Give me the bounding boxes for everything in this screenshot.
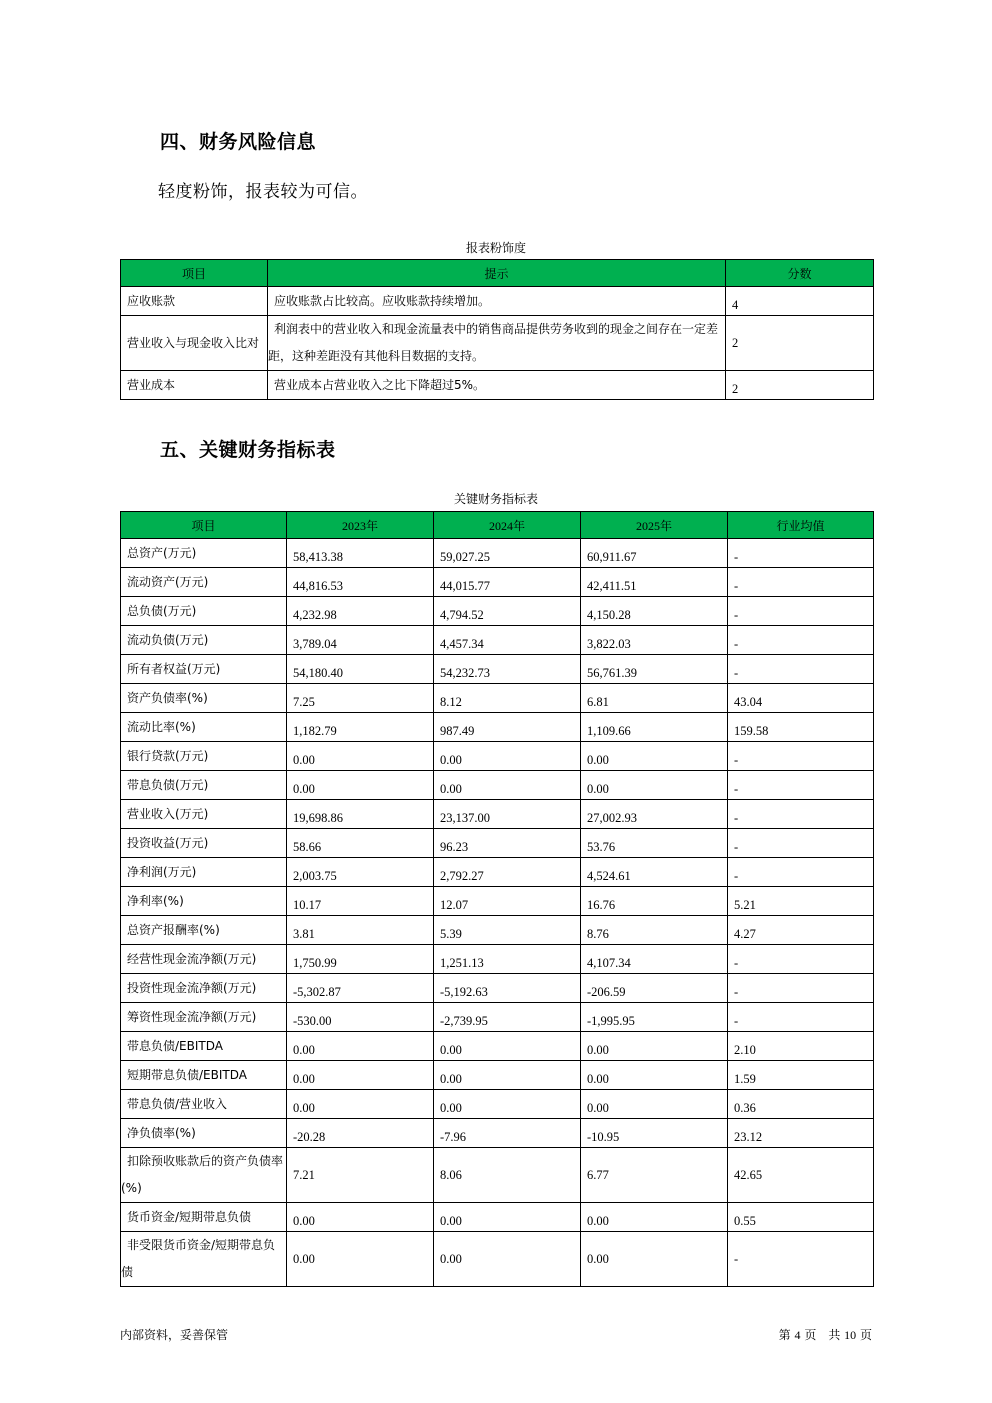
indicator-value-2024: 0.00 — [434, 742, 581, 771]
indicator-value-2023: -5,302.87 — [287, 974, 434, 1003]
risk-header-hint: 提示 — [268, 260, 726, 287]
risk-header-score: 分数 — [726, 260, 874, 287]
indicator-item: 营业收入(万元) — [121, 800, 287, 829]
indicator-row — [121, 568, 874, 597]
indicator-row — [121, 771, 874, 800]
indicator-value-2025: 6.81 — [581, 684, 728, 713]
indicator-value-industry-avg: 0.36 — [728, 1090, 874, 1119]
indicator-value-2023: 58,413.38 — [287, 539, 434, 568]
indicator-value-industry-avg: - — [728, 539, 874, 568]
indicator-row — [121, 1203, 874, 1232]
indicator-item: 流动比率(%) — [121, 713, 287, 742]
indicator-value-2023: 0.00 — [287, 1061, 434, 1090]
risk-row — [121, 371, 874, 400]
indicator-value-2025: 3,822.03 — [581, 626, 728, 655]
footer-page-info — [779, 1326, 872, 1343]
risk-item: 营业收入与现金收入比对 — [121, 316, 268, 371]
indicator-value-2024: 8.12 — [434, 684, 581, 713]
indicator-value-2025: 53.76 — [581, 829, 728, 858]
indicator-value-2024: 1,251.13 — [434, 945, 581, 974]
indicator-value-2023: 0.00 — [287, 1203, 434, 1232]
indicator-row — [121, 742, 874, 771]
indicator-value-2024: 4,457.34 — [434, 626, 581, 655]
indicator-value-2024: -2,739.95 — [434, 1003, 581, 1032]
indicator-item: 净利率(%) — [121, 887, 287, 916]
indicator-value-2023: 7.25 — [287, 684, 434, 713]
indicator-value-2025: 4,150.28 — [581, 597, 728, 626]
footer-page-current: 4 — [794, 1328, 801, 1342]
indicator-row — [121, 539, 874, 568]
indicator-value-2023: 3.81 — [287, 916, 434, 945]
indicator-value-2024: 0.00 — [434, 1032, 581, 1061]
indicator-value-2025: 4,107.34 — [581, 945, 728, 974]
risk-score: 2 — [726, 371, 874, 400]
risk-row — [121, 287, 874, 316]
indicator-value-2023: 7.21 — [287, 1148, 434, 1203]
risk-hint: 应收账款占比较高。应收账款持续增加。 — [268, 287, 726, 316]
indicator-item: 总资产报酬率(%) — [121, 916, 287, 945]
indicator-row — [121, 1232, 874, 1287]
indicator-value-2024: 0.00 — [434, 1203, 581, 1232]
indicator-header-2024: 2024年 — [434, 512, 581, 539]
indicator-value-2024: 54,232.73 — [434, 655, 581, 684]
indicator-value-2023: 4,232.98 — [287, 597, 434, 626]
indicator-value-industry-avg: 4.27 — [728, 916, 874, 945]
indicator-item: 非受限货币资金/短期带息负债 — [121, 1232, 287, 1287]
indicator-value-2025: 0.00 — [581, 1032, 728, 1061]
indicator-value-2025: 4,524.61 — [581, 858, 728, 887]
indicator-value-2023: 2,003.75 — [287, 858, 434, 887]
indicator-row — [121, 887, 874, 916]
indicator-row — [121, 1061, 874, 1090]
indicator-value-industry-avg: - — [728, 974, 874, 1003]
indicator-header-item: 项目 — [121, 512, 287, 539]
indicator-row — [121, 626, 874, 655]
indicator-row — [121, 974, 874, 1003]
indicator-value-2025: 1,109.66 — [581, 713, 728, 742]
indicator-value-2023: 1,750.99 — [287, 945, 434, 974]
indicator-item: 货币资金/短期带息负债 — [121, 1203, 287, 1232]
indicator-item: 投资性现金流净额(万元) — [121, 974, 287, 1003]
indicator-item: 短期带息负债/EBITDA — [121, 1061, 287, 1090]
indicator-header-2025: 2025年 — [581, 512, 728, 539]
indicator-value-2024: 44,015.77 — [434, 568, 581, 597]
indicator-value-2025: 0.00 — [581, 771, 728, 800]
indicator-item: 带息负债(万元) — [121, 771, 287, 800]
indicator-value-industry-avg: 5.21 — [728, 887, 874, 916]
indicator-value-industry-avg: - — [728, 1232, 874, 1287]
indicator-row — [121, 713, 874, 742]
indicator-value-2024: 8.06 — [434, 1148, 581, 1203]
indicator-item: 所有者权益(万元) — [121, 655, 287, 684]
indicator-value-2025: 6.77 — [581, 1148, 728, 1203]
section4-title: 四、财务风险信息 — [160, 131, 317, 153]
risk-score: 4 — [726, 287, 874, 316]
indicator-value-2025: 0.00 — [581, 742, 728, 771]
indicator-value-industry-avg: - — [728, 829, 874, 858]
indicator-item: 流动资产(万元) — [121, 568, 287, 597]
indicator-value-industry-avg: - — [728, 742, 874, 771]
footer-confidential: 内部资料，妥善保管 — [120, 1328, 229, 1342]
indicator-table-caption: 关键财务指标表 — [453, 492, 538, 506]
indicator-value-2024: 987.49 — [434, 713, 581, 742]
indicator-value-2024: 0.00 — [434, 771, 581, 800]
indicator-value-2024: 0.00 — [434, 1090, 581, 1119]
indicator-value-2023: -20.28 — [287, 1119, 434, 1148]
indicator-value-2025: 0.00 — [581, 1090, 728, 1119]
indicator-item: 流动负债(万元) — [121, 626, 287, 655]
indicator-value-2024: 5.39 — [434, 916, 581, 945]
indicator-item: 带息负债/EBITDA — [121, 1032, 287, 1061]
indicator-item: 总负债(万元) — [121, 597, 287, 626]
indicator-row — [121, 1090, 874, 1119]
indicator-item: 投资收益(万元) — [121, 829, 287, 858]
indicator-value-industry-avg: - — [728, 597, 874, 626]
indicator-value-2023: 0.00 — [287, 1032, 434, 1061]
indicator-value-2025: 56,761.39 — [581, 655, 728, 684]
footer-page-total: 10 — [844, 1328, 857, 1342]
section5-title: 五、关键财务指标表 — [160, 439, 336, 461]
indicator-row — [121, 1119, 874, 1148]
indicator-value-industry-avg: 42.65 — [728, 1148, 874, 1203]
indicator-row — [121, 858, 874, 887]
indicator-value-industry-avg: - — [728, 568, 874, 597]
indicator-value-industry-avg: 1.59 — [728, 1061, 874, 1090]
risk-hint: 利润表中的营业收入和现金流量表中的销售商品提供劳务收到的现金之间存在一定差距，这种差距没有其他科目数据的支持。 — [268, 316, 726, 371]
indicator-row — [121, 829, 874, 858]
indicator-value-2023: 19,698.86 — [287, 800, 434, 829]
indicator-value-2025: 60,911.67 — [581, 539, 728, 568]
indicator-table — [120, 511, 874, 1287]
risk-hint: 营业成本占营业收入之比下降超过5%。 — [268, 371, 726, 400]
indicator-item: 净利润(万元) — [121, 858, 287, 887]
indicator-value-industry-avg: - — [728, 626, 874, 655]
indicator-item: 带息负债/营业收入 — [121, 1090, 287, 1119]
indicator-value-2024: 23,137.00 — [434, 800, 581, 829]
indicator-value-2024: 12.07 — [434, 887, 581, 916]
indicator-row — [121, 597, 874, 626]
indicator-value-2023: 58.66 — [287, 829, 434, 858]
indicator-value-2023: 3,789.04 — [287, 626, 434, 655]
indicator-value-2023: 44,816.53 — [287, 568, 434, 597]
risk-table-caption: 报表粉饰度 — [465, 241, 526, 255]
indicator-value-2025: 16.76 — [581, 887, 728, 916]
indicator-row — [121, 945, 874, 974]
risk-table — [120, 259, 874, 400]
risk-row — [121, 316, 874, 371]
indicator-value-2025: -1,995.95 — [581, 1003, 728, 1032]
indicator-value-2024: 0.00 — [434, 1232, 581, 1287]
indicator-value-industry-avg: - — [728, 858, 874, 887]
indicator-item: 总资产(万元) — [121, 539, 287, 568]
indicator-value-2025: 27,002.93 — [581, 800, 728, 829]
indicator-value-2023: 1,182.79 — [287, 713, 434, 742]
indicator-row — [121, 800, 874, 829]
risk-item: 应收账款 — [121, 287, 268, 316]
indicator-value-industry-avg: 23.12 — [728, 1119, 874, 1148]
indicator-value-2023: 0.00 — [287, 1232, 434, 1287]
indicator-value-2023: 0.00 — [287, 1090, 434, 1119]
risk-score: 2 — [726, 316, 874, 371]
indicator-value-2025: 42,411.51 — [581, 568, 728, 597]
indicator-header-industry-avg: 行业均值 — [728, 512, 874, 539]
risk-header-item: 项目 — [121, 260, 268, 287]
indicator-value-2025: -10.95 — [581, 1119, 728, 1148]
indicator-value-industry-avg: 0.55 — [728, 1203, 874, 1232]
indicator-value-2023: 10.17 — [287, 887, 434, 916]
indicator-value-industry-avg: 2.10 — [728, 1032, 874, 1061]
indicator-value-2025: 0.00 — [581, 1061, 728, 1090]
indicator-value-industry-avg: - — [728, 945, 874, 974]
indicator-value-2024: -7.96 — [434, 1119, 581, 1148]
indicator-value-2024: 96.23 — [434, 829, 581, 858]
indicator-value-industry-avg: - — [728, 655, 874, 684]
indicator-item: 资产负债率(%) — [121, 684, 287, 713]
risk-item: 营业成本 — [121, 371, 268, 400]
indicator-row — [121, 1003, 874, 1032]
indicator-value-2024: 4,794.52 — [434, 597, 581, 626]
indicator-row — [121, 1148, 874, 1203]
footer-page-mid: 页 共 — [804, 1328, 841, 1342]
indicator-row — [121, 684, 874, 713]
indicator-value-industry-avg: - — [728, 800, 874, 829]
indicator-value-2025: 8.76 — [581, 916, 728, 945]
indicator-value-2023: -530.00 — [287, 1003, 434, 1032]
indicator-value-2024: 2,792.27 — [434, 858, 581, 887]
indicator-value-2025: 0.00 — [581, 1232, 728, 1287]
indicator-item: 筹资性现金流净额(万元) — [121, 1003, 287, 1032]
indicator-row — [121, 916, 874, 945]
indicator-item: 扣除预收账款后的资产负债率(%) — [121, 1148, 287, 1203]
indicator-value-2025: -206.59 — [581, 974, 728, 1003]
indicator-value-2024: 0.00 — [434, 1061, 581, 1090]
footer-page-suffix: 页 — [859, 1328, 872, 1342]
indicator-item: 经营性现金流净额(万元) — [121, 945, 287, 974]
indicator-row — [121, 1032, 874, 1061]
indicator-value-industry-avg: - — [728, 771, 874, 800]
indicator-value-industry-avg: - — [728, 1003, 874, 1032]
indicator-item: 银行贷款(万元) — [121, 742, 287, 771]
footer-page-prefix: 第 — [778, 1328, 791, 1342]
indicator-value-2024: 59,027.25 — [434, 539, 581, 568]
section4-summary: 轻度粉饰，报表较为可信。 — [158, 182, 368, 202]
indicator-value-2023: 0.00 — [287, 771, 434, 800]
indicator-value-2023: 54,180.40 — [287, 655, 434, 684]
indicator-value-2023: 0.00 — [287, 742, 434, 771]
indicator-value-industry-avg: 159.58 — [728, 713, 874, 742]
indicator-row — [121, 655, 874, 684]
indicator-item: 净负债率(%) — [121, 1119, 287, 1148]
indicator-value-2025: 0.00 — [581, 1203, 728, 1232]
indicator-value-2024: -5,192.63 — [434, 974, 581, 1003]
indicator-header-2023: 2023年 — [287, 512, 434, 539]
indicator-value-industry-avg: 43.04 — [728, 684, 874, 713]
